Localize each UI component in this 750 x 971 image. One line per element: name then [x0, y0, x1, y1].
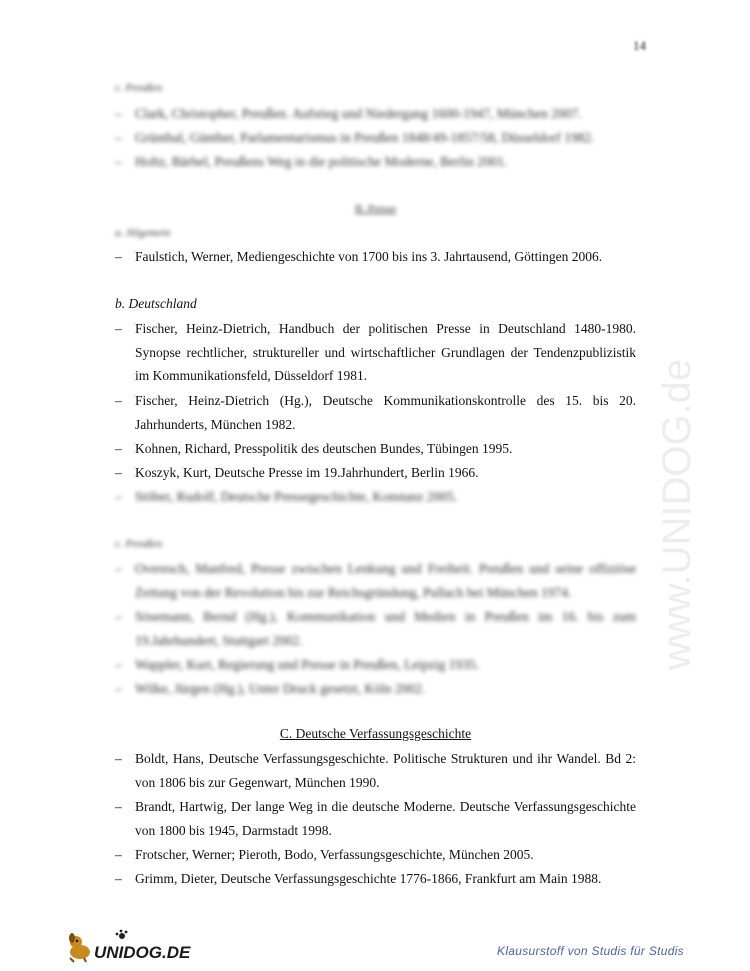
presse-germany-heading: b. Deutschland [115, 296, 197, 311]
unidog-logo[interactable] [66, 928, 206, 964]
presse-prussia-entry [115, 605, 636, 652]
prussia-top-entry [115, 102, 636, 126]
verfassung-entry [115, 747, 636, 794]
prussia-top-heading: c. Preußen [115, 82, 163, 94]
presse-prussia-entry [115, 653, 636, 677]
logo-text: UNIDOG.DE [94, 943, 191, 962]
presse-prussia-heading: c. Preußen [115, 538, 163, 550]
list-dash: – [115, 751, 122, 766]
list-dash: – [115, 657, 122, 672]
list-dash: – [115, 130, 122, 145]
list-dash: – [115, 489, 122, 504]
verfassung-entry [115, 795, 636, 842]
footer-tagline: Klausurstoff von Studis für Studis [497, 944, 684, 958]
entry-text: Fischer, Heinz-Dietrich (Hg.), Deutsche Kommunikationskontrolle des 15. bis 20. Jahrhunderts, München 1982. [135, 393, 636, 432]
entry-text: Koszyk, Kurt, Deutsche Presse im 19.Jahrhundert, Berlin 1966. [135, 465, 479, 480]
presse-prussia-entry [115, 557, 636, 604]
dog-logo-svg [66, 928, 206, 964]
list-dash: – [115, 681, 122, 696]
page-number: 14 [633, 38, 646, 53]
entry-text: Holtz, Bärbel, Preußens Weg in die politische Moderne, Berlin 2001. [135, 154, 508, 169]
entry-text: Boldt, Hans, Deutsche Verfassungsgeschichte. Politische Strukturen und ihr Wandel. Bd 2: von 1806 bis zur Gegenwart, München 1990. [135, 751, 636, 790]
entry-text: Clark, Christopher, Preußen. Aufstieg und Niedergang 1600-1947, München 2007. [135, 106, 582, 121]
watermark-text: www.UNIDOG.de [655, 358, 699, 670]
entry-text: Grünthal, Günther, Parlamentarismus in Preußen 1848/49-1857/58, Düsseldorf 1982. [135, 130, 595, 145]
list-dash: – [115, 871, 122, 886]
list-dash: – [115, 154, 122, 169]
list-dash: – [115, 561, 122, 576]
entry-text: Frotscher, Werner; Pieroth, Bodo, Verfassungsgeschichte, München 2005. [135, 847, 534, 862]
prussia-top-entry [115, 150, 636, 174]
entry-text: Sösemann, Bernd (Hg.), Kommunikation und Medien in Preußen im 16. bis zum 19.Jahrhundert, Stuttgart 2002. [135, 609, 636, 648]
prussia-top-entry [115, 126, 636, 150]
entry-text: Faulstich, Werner, Mediengeschichte von 1700 bis ins 3. Jahrtausend, Göttingen 2006. [135, 249, 603, 264]
list-dash: – [115, 465, 122, 480]
entry-text: Kohnen, Richard, Presspolitik des deutschen Bundes, Tübingen 1995. [135, 441, 513, 456]
presse-general-heading: a. Allgemein [115, 227, 171, 239]
verfassung-entry [115, 867, 636, 891]
entry-text: Wappler, Kurt, Regierung und Presse in Preußen, Leipzig 1935. [135, 657, 480, 672]
list-dash: – [115, 106, 122, 121]
verfassung-entry [115, 843, 636, 867]
list-dash: – [115, 249, 122, 264]
entry-text: Grimm, Dieter, Deutsche Verfassungsgeschichte 1776-1866, Frankfurt am Main 1988. [135, 871, 602, 886]
entry-text: Overesch, Manfred, Presse zwischen Lenkung und Freiheit. Preußen und seine offiziöse Zeitung von der Revolution bis zur Reichsgründung, Pullach bei München 1974. [135, 561, 636, 600]
paw-icon [116, 930, 128, 939]
presse-prussia-entry [115, 677, 636, 701]
list-dash: – [115, 609, 122, 624]
list-dash: – [115, 847, 122, 862]
presse-germany-entry [115, 461, 636, 485]
entry-text: Wilke, Jürgen (Hg.), Unter Druck gesetzt, Köln 2002. [135, 681, 426, 696]
list-dash: – [115, 321, 122, 336]
entry-text: Fischer, Heinz-Dietrich, Handbuch der politischen Presse in Deutschland 1480-1980. Synopse rechtlicher, struktureller und wirtschaftlicher Grundlagen der Tendenzpublizistik im Kommunikationsfeld, Düsseldorf 1981. [135, 321, 636, 383]
presse-heading: B. Presse [355, 203, 396, 215]
list-dash: – [115, 393, 122, 408]
presse-germany-entry [115, 389, 636, 436]
dog-mascot-icon [69, 933, 90, 962]
entry-text: Brandt, Hartwig, Der lange Weg in die deutsche Moderne. Deutsche Verfassungsgeschichte von 1800 bis 1945, Darmstadt 1998. [135, 799, 636, 838]
verfassung-heading: C. Deutsche Verfassungsgeschichte [279, 726, 472, 741]
presse-germany-entry [115, 485, 636, 509]
presse-germany-entry [115, 317, 636, 388]
presse-germany-entry [115, 437, 636, 461]
list-dash: – [115, 799, 122, 814]
presse-general-entry [115, 245, 636, 269]
entry-text: Stöber, Rudolf, Deutsche Pressegeschichte, Konstanz 2005. [135, 489, 458, 504]
list-dash: – [115, 441, 122, 456]
